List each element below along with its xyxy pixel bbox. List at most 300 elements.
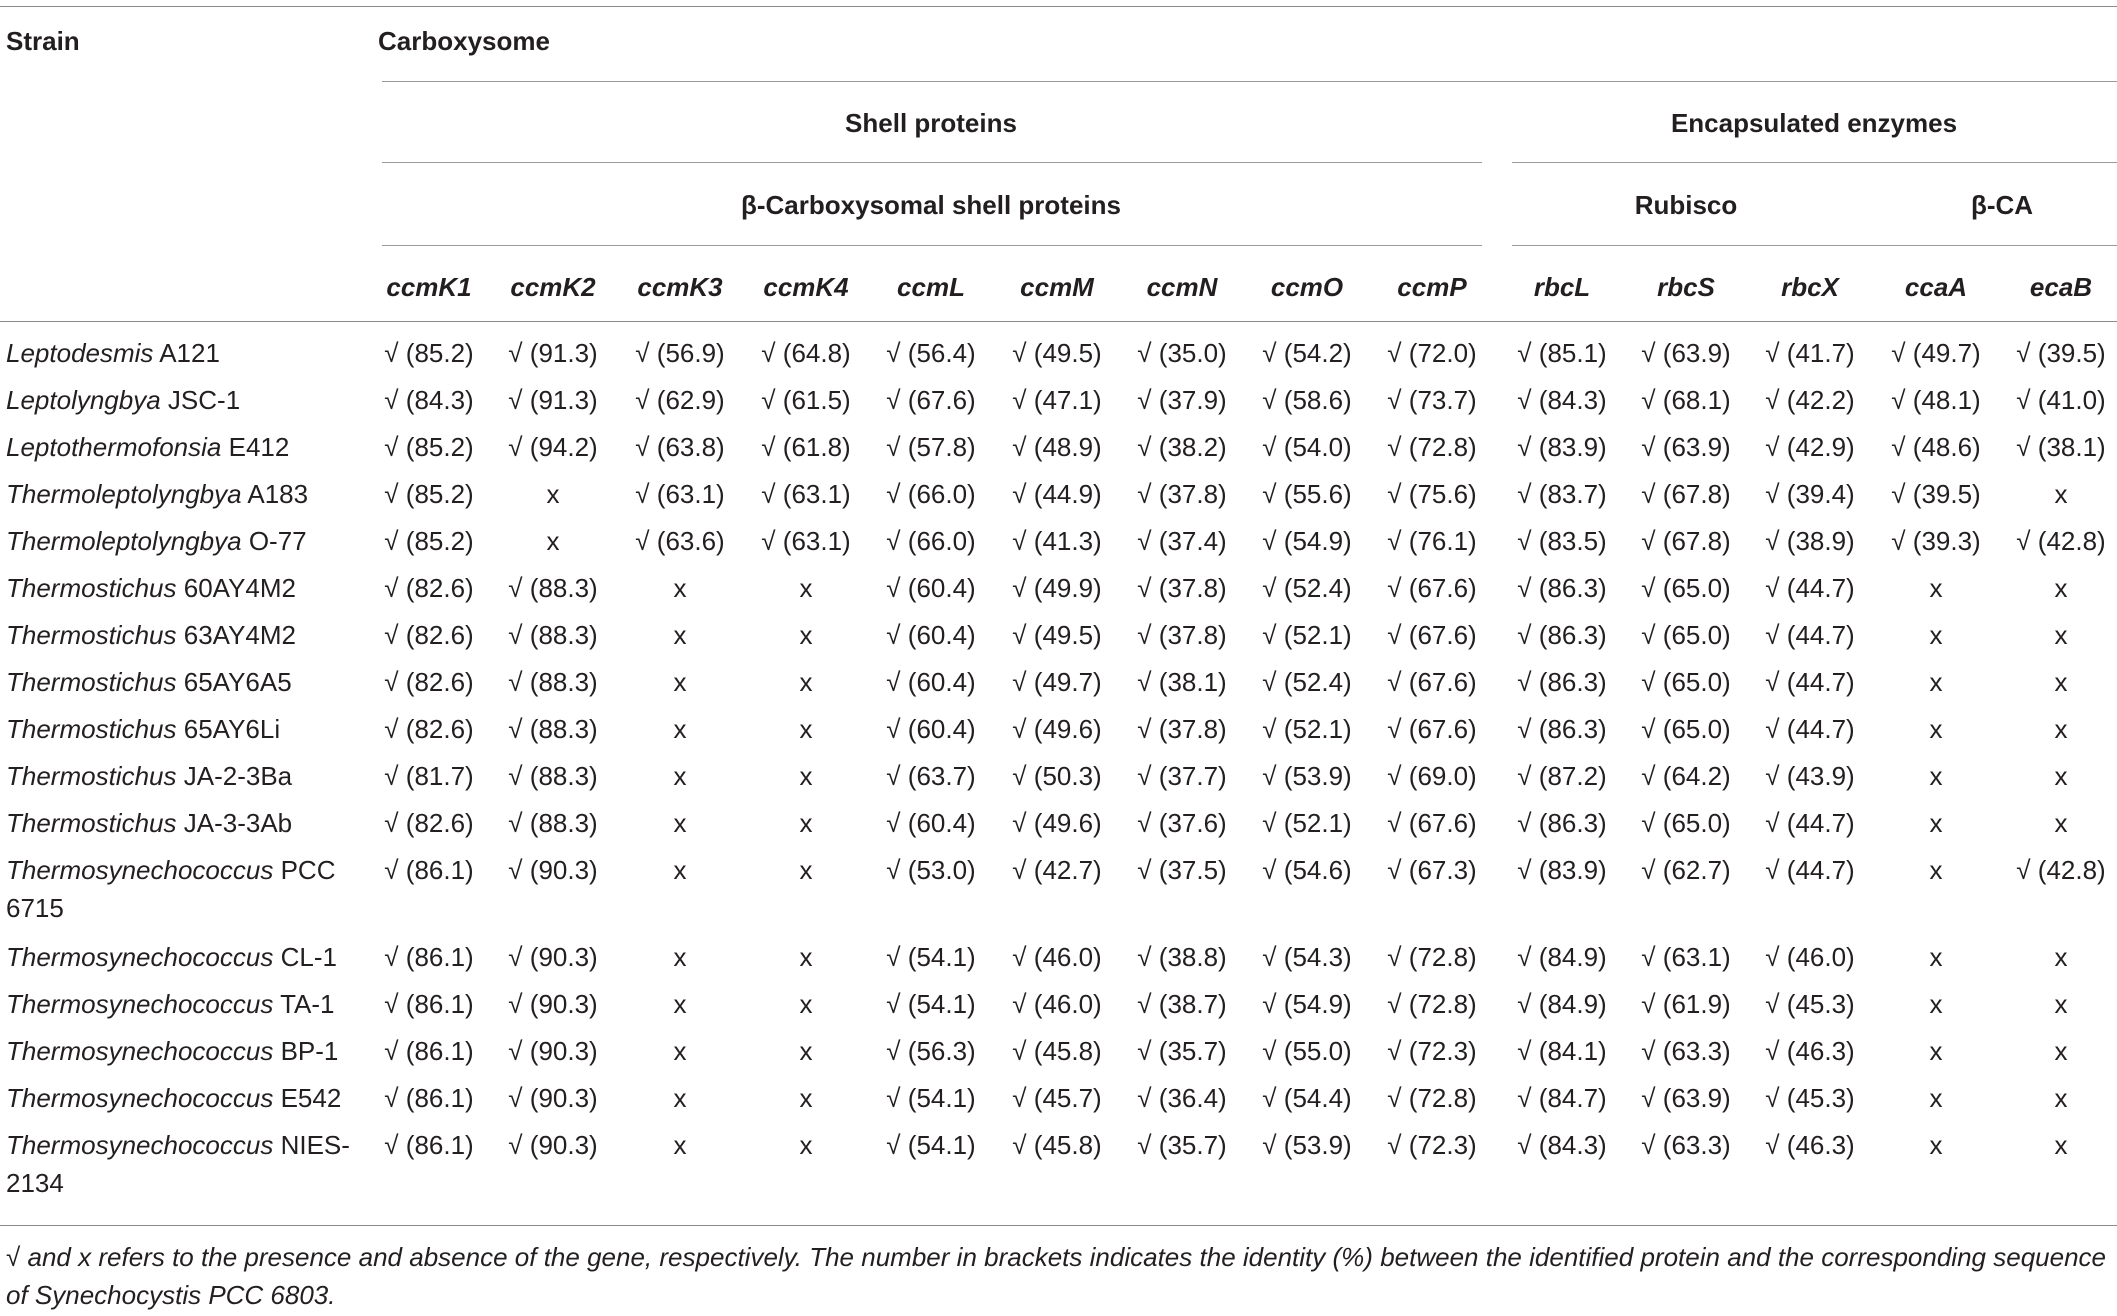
gene-cell-ccmO: √ (54.3) — [1262, 942, 1352, 972]
gene-cell-rbcS: √ (61.9) — [1641, 989, 1731, 1019]
gene-cell-ccmO: √ (54.0) — [1262, 432, 1352, 462]
gene-cell-ccmK1: √ (81.7) — [384, 761, 474, 791]
strain-id: 65AY6Li — [183, 714, 281, 744]
table-row — [0, 569, 2117, 616]
gene-cell-rbcL: √ (83.5) — [1517, 526, 1607, 556]
gene-cell-ccmK1: √ (86.1) — [384, 1083, 474, 1113]
gene-cell-ccmO: √ (54.9) — [1262, 989, 1352, 1019]
gene-cell-ccmL: √ (56.4) — [886, 338, 976, 368]
gene-cell-ccmK3: x — [673, 1083, 687, 1113]
gene-cell-ccaA: x — [1929, 942, 1943, 972]
gene-cell-ccaA: x — [1929, 808, 1943, 838]
gene-cell-ccmK2: √ (90.3) — [508, 942, 598, 972]
strain-header: Strain — [6, 26, 80, 56]
gene-cell-ccmK2: √ (91.3) — [508, 338, 598, 368]
carboxysome-header: Carboxysome — [378, 26, 550, 56]
gene-cell-ccmN: √ (37.8) — [1137, 479, 1227, 509]
strain-name — [6, 1126, 366, 1202]
gene-cell-ccmK1: √ (82.6) — [384, 667, 474, 697]
gene-cell-ccmO: √ (52.4) — [1262, 667, 1352, 697]
table-body — [0, 334, 2117, 1213]
strain-genus: Thermosynechococcus — [6, 1130, 274, 1160]
gene-cell-ccmK2: √ (91.3) — [508, 385, 598, 415]
strain-genus: Thermoleptolyngbya — [6, 526, 242, 556]
gene-cell-ccmK1: √ (82.6) — [384, 620, 474, 650]
gene-cell-ccmK1: √ (86.1) — [384, 1130, 474, 1160]
gene-cell-rbcL: √ (83.9) — [1517, 432, 1607, 462]
gene-cell-ccmO: √ (52.1) — [1262, 714, 1352, 744]
strain-genus: Thermosynechococcus — [6, 1036, 274, 1066]
gene-cell-ccmK3: x — [673, 761, 687, 791]
gene-header-ccmK2: ccmK2 — [510, 272, 596, 302]
shell-proteins-rule — [382, 162, 1482, 163]
strain-id: JA-2-3Ba — [183, 761, 293, 791]
gene-cell-ccmN: √ (37.5) — [1137, 855, 1227, 885]
gene-cell-ccmN: √ (35.0) — [1137, 338, 1227, 368]
gene-header-rbcL: rbcL — [1533, 272, 1591, 302]
gene-cell-ccaA: √ (48.1) — [1891, 385, 1981, 415]
strain-genus: Leptodesmis — [6, 338, 154, 368]
gene-cell-ccmO: √ (52.4) — [1262, 573, 1352, 603]
gene-cell-ccaA: √ (48.6) — [1891, 432, 1981, 462]
gene-cell-ccmK2: √ (88.3) — [508, 620, 598, 650]
gene-cell-ccmL: √ (63.7) — [886, 761, 976, 791]
gene-cell-ccaA: √ (39.3) — [1891, 526, 1981, 556]
strain-genus: Thermostichus — [6, 573, 177, 603]
gene-cell-ccmP: √ (72.3) — [1387, 1130, 1477, 1160]
gene-cell-ccmK1: √ (85.2) — [384, 432, 474, 462]
gene-cell-rbcX: √ (44.7) — [1765, 573, 1855, 603]
table-row — [0, 522, 2117, 569]
gene-cell-ccmP: √ (75.6) — [1387, 479, 1477, 509]
gene-cell-ccmN: √ (37.7) — [1137, 761, 1227, 791]
gene-cell-ccmM: √ (45.7) — [1012, 1083, 1102, 1113]
gene-cell-ecaB: x — [2054, 1036, 2068, 1066]
strain-id: A121 — [159, 338, 220, 368]
strain-id: JSC-1 — [167, 385, 241, 415]
gene-cell-ccmK4: x — [799, 855, 813, 885]
gene-cell-ecaB: √ (42.8) — [2016, 526, 2106, 556]
gene-cell-ccmO: √ (52.1) — [1262, 620, 1352, 650]
gene-cell-ecaB: √ (38.1) — [2016, 432, 2106, 462]
gene-cell-ccmP: √ (72.8) — [1387, 1083, 1477, 1113]
strain-id: 60AY4M2 — [183, 573, 296, 603]
strain-name — [6, 428, 366, 466]
gene-cell-ccmK3: x — [673, 942, 687, 972]
gene-cell-ecaB: x — [2054, 479, 2068, 509]
table-row — [0, 1079, 2117, 1126]
encapsulated-enzymes-header: Encapsulated enzymes — [1670, 108, 1958, 138]
table-row — [0, 663, 2117, 710]
gene-cell-ccmL: √ (57.8) — [886, 432, 976, 462]
gene-cell-ccmK4: √ (64.8) — [761, 338, 851, 368]
gene-cell-rbcX: √ (38.9) — [1765, 526, 1855, 556]
gene-header-ccmK1: ccmK1 — [386, 272, 472, 302]
gene-cell-rbcL: √ (84.9) — [1517, 989, 1607, 1019]
gene-cell-ccmK1: √ (84.3) — [384, 385, 474, 415]
gene-cell-rbcL: √ (86.3) — [1517, 573, 1607, 603]
gene-cell-ccmK2: √ (88.3) — [508, 808, 598, 838]
gene-cell-ccmO: √ (55.0) — [1262, 1036, 1352, 1066]
gene-cell-ccmN: √ (35.7) — [1137, 1036, 1227, 1066]
gene-cell-rbcS: √ (65.0) — [1641, 620, 1731, 650]
gene-cell-ecaB: √ (42.8) — [2016, 855, 2106, 885]
gene-header-ccmL: ccmL — [897, 272, 965, 302]
gene-cell-ccmM: √ (49.9) — [1012, 573, 1102, 603]
strain-genus: Thermosynechococcus — [6, 942, 274, 972]
gene-cell-ccmK4: √ (63.1) — [761, 526, 851, 556]
strain-name — [6, 851, 366, 927]
gene-cell-ccmM: √ (49.6) — [1012, 714, 1102, 744]
gene-cell-ccmP: √ (72.8) — [1387, 432, 1477, 462]
gene-cell-ecaB: x — [2054, 573, 2068, 603]
strain-name — [6, 616, 366, 654]
gene-cell-rbcL: √ (85.1) — [1517, 338, 1607, 368]
table-row — [0, 710, 2117, 757]
gene-cell-ccmO: √ (53.9) — [1262, 1130, 1352, 1160]
gene-cell-ccmL: √ (53.0) — [886, 855, 976, 885]
gene-cell-ccmM: √ (49.7) — [1012, 667, 1102, 697]
strain-id: 65AY6A5 — [183, 667, 292, 697]
gene-cell-ccmK3: x — [673, 620, 687, 650]
gene-cell-ccmP: √ (67.6) — [1387, 573, 1477, 603]
strain-genus: Thermoleptolyngbya — [6, 479, 242, 509]
gene-cell-rbcL: √ (83.9) — [1517, 855, 1607, 885]
strain-genus: Thermosynechococcus — [6, 989, 274, 1019]
gene-cell-ccaA: x — [1929, 761, 1943, 791]
gene-cell-ccmO: √ (54.9) — [1262, 526, 1352, 556]
gene-cell-ccaA: x — [1929, 1036, 1943, 1066]
gene-cell-ccmP: √ (72.0) — [1387, 338, 1477, 368]
gene-cell-ccmK4: x — [799, 808, 813, 838]
gene-cell-ccmK1: √ (82.6) — [384, 808, 474, 838]
gene-cell-ccmK4: x — [799, 1130, 813, 1160]
gene-cell-ccmK4: x — [799, 1036, 813, 1066]
gene-cell-ccmM: √ (50.3) — [1012, 761, 1102, 791]
gene-header-ccaA: ccaA — [1904, 272, 1968, 302]
gene-cell-ccmM: √ (45.8) — [1012, 1130, 1102, 1160]
gene-cell-ccmN: √ (36.4) — [1137, 1083, 1227, 1113]
gene-cell-ccmK4: √ (63.1) — [761, 479, 851, 509]
strain-id: E412 — [228, 432, 290, 462]
gene-cell-ccmP: √ (69.0) — [1387, 761, 1477, 791]
gene-cell-rbcX: √ (44.7) — [1765, 714, 1855, 744]
strain-genus: Thermosynechococcus — [6, 855, 274, 885]
gene-cell-ccmP: √ (67.6) — [1387, 667, 1477, 697]
gene-cell-ccmP: √ (67.3) — [1387, 855, 1477, 885]
gene-cell-rbcL: √ (84.3) — [1517, 385, 1607, 415]
gene-cell-ccmM: √ (48.9) — [1012, 432, 1102, 462]
gene-cell-ccmM: √ (47.1) — [1012, 385, 1102, 415]
gene-cell-rbcX: √ (44.7) — [1765, 808, 1855, 838]
gene-cell-ccmK1: √ (86.1) — [384, 855, 474, 885]
strain-name — [6, 663, 366, 701]
gene-cell-ccaA: x — [1929, 667, 1943, 697]
strain-name — [6, 985, 366, 1023]
gene-cell-ccmN: √ (38.8) — [1137, 942, 1227, 972]
carboxysome-rule — [382, 81, 2117, 82]
gene-cell-rbcL: √ (84.9) — [1517, 942, 1607, 972]
gene-cell-rbcS: √ (63.9) — [1641, 1083, 1731, 1113]
gene-cell-ccmK1: √ (82.6) — [384, 714, 474, 744]
gene-cell-rbcL: √ (86.3) — [1517, 620, 1607, 650]
gene-cell-ccmL: √ (60.4) — [886, 620, 976, 650]
gene-cell-rbcS: √ (62.7) — [1641, 855, 1731, 885]
gene-cell-rbcS: √ (65.0) — [1641, 667, 1731, 697]
gene-cell-ccmK1: √ (85.2) — [384, 338, 474, 368]
gene-cell-ccmO: √ (54.6) — [1262, 855, 1352, 885]
strain-genus: Leptothermofonsia — [6, 432, 222, 462]
gene-cell-ccmM: √ (46.0) — [1012, 989, 1102, 1019]
gene-cell-ccmK3: x — [673, 808, 687, 838]
gene-cell-ccmK2: √ (94.2) — [508, 432, 598, 462]
gene-cell-ccmK2: √ (88.3) — [508, 573, 598, 603]
gene-cell-rbcL: √ (84.7) — [1517, 1083, 1607, 1113]
gene-cell-ccmL: √ (60.4) — [886, 808, 976, 838]
gene-cell-rbcL: √ (83.7) — [1517, 479, 1607, 509]
gene-cell-ccmK2: √ (90.3) — [508, 1036, 598, 1066]
gene-cell-ccmL: √ (60.4) — [886, 714, 976, 744]
gene-cell-ccmK4: x — [799, 573, 813, 603]
gene-cell-rbcS: √ (63.3) — [1641, 1036, 1731, 1066]
strain-name — [6, 475, 366, 513]
gene-cell-rbcS: √ (65.0) — [1641, 573, 1731, 603]
gene-cell-ccmL: √ (66.0) — [886, 526, 976, 556]
gene-cell-ccmK3: √ (63.1) — [635, 479, 725, 509]
strain-id: O-77 — [248, 526, 307, 556]
gene-cell-ecaB: x — [2054, 620, 2068, 650]
gene-cell-ccmK1: √ (86.1) — [384, 1036, 474, 1066]
gene-cell-ccmK2: x — [546, 526, 560, 556]
gene-cell-ccmN: √ (37.6) — [1137, 808, 1227, 838]
table-top-rule — [0, 6, 2117, 7]
gene-cell-ccmM: √ (44.9) — [1012, 479, 1102, 509]
gene-cell-rbcL: √ (86.3) — [1517, 667, 1607, 697]
gene-cell-rbcS: √ (64.2) — [1641, 761, 1731, 791]
strain-name — [6, 1032, 366, 1070]
strain-name — [6, 710, 366, 748]
strain-name — [6, 522, 366, 560]
gene-cell-ccmO: √ (52.1) — [1262, 808, 1352, 838]
gene-header-ecaB: ecaB — [2029, 272, 2093, 302]
gene-cell-ccmK4: x — [799, 761, 813, 791]
gene-cell-ccaA: x — [1929, 989, 1943, 1019]
table-row — [0, 851, 2117, 938]
gene-cell-ccmK2: √ (90.3) — [508, 1130, 598, 1160]
gene-cell-ccmN: √ (37.8) — [1137, 620, 1227, 650]
gene-cell-ccmP: √ (67.6) — [1387, 714, 1477, 744]
gene-cell-ecaB: x — [2054, 1130, 2068, 1160]
gene-cell-ccmK4: x — [799, 942, 813, 972]
gene-cell-ecaB: x — [2054, 989, 2068, 1019]
enzyme-subgroup-rule — [1512, 245, 2117, 246]
gene-cell-ccmK2: √ (88.3) — [508, 667, 598, 697]
gene-cell-ecaB: x — [2054, 714, 2068, 744]
gene-cell-rbcX: √ (42.2) — [1765, 385, 1855, 415]
gene-cell-ccmP: √ (67.6) — [1387, 808, 1477, 838]
table-row — [0, 334, 2117, 381]
gene-cell-ccmK2: √ (90.3) — [508, 989, 598, 1019]
gene-header-ccmN: ccmN — [1146, 272, 1218, 302]
gene-cell-rbcX: √ (41.7) — [1765, 338, 1855, 368]
table-row — [0, 938, 2117, 985]
gene-cell-ccmO: √ (55.6) — [1262, 479, 1352, 509]
strain-genus: Thermostichus — [6, 620, 177, 650]
gene-cell-ccmM: √ (49.5) — [1012, 620, 1102, 650]
gene-cell-rbcX: √ (43.9) — [1765, 761, 1855, 791]
gene-header-ccmK4: ccmK4 — [763, 272, 849, 302]
beta-ca-header: β-CA — [1970, 190, 2034, 220]
gene-cell-ccmK3: x — [673, 667, 687, 697]
gene-cell-rbcS: √ (67.8) — [1641, 526, 1731, 556]
strain-name — [6, 938, 366, 976]
gene-cell-rbcS: √ (63.9) — [1641, 338, 1731, 368]
gene-cell-rbcX: √ (45.3) — [1765, 989, 1855, 1019]
gene-cell-ccmK1: √ (85.2) — [384, 479, 474, 509]
strain-id: E542 — [280, 1083, 342, 1113]
gene-cell-rbcX: √ (46.3) — [1765, 1036, 1855, 1066]
table-row — [0, 757, 2117, 804]
gene-cell-ccmP: √ (73.7) — [1387, 385, 1477, 415]
rubisco-header: Rubisco — [1634, 190, 1738, 220]
gene-cell-ccmL: √ (54.1) — [886, 942, 976, 972]
table-row — [0, 475, 2117, 522]
table-row — [0, 428, 2117, 475]
table-footnote: √ and x refers to the presence and absence of the gene, respectively. The number in brackets indicates the identity (%) between the identified protein and the corresponding sequence of Synechocystis PCC 6803. — [6, 1242, 2106, 1310]
gene-cell-ccmM: √ (46.0) — [1012, 942, 1102, 972]
strain-id: TA-1 — [280, 989, 335, 1019]
gene-header-rbcS: rbcS — [1657, 272, 1715, 302]
gene-cell-ccmK4: √ (61.8) — [761, 432, 851, 462]
gene-header-rbcX: rbcX — [1781, 272, 1839, 302]
gene-cell-ccmK4: x — [799, 989, 813, 1019]
strain-id: CL-1 — [280, 942, 337, 972]
strain-id: A183 — [247, 479, 309, 509]
gene-cell-rbcS: √ (65.0) — [1641, 808, 1731, 838]
gene-cell-ccmL: √ (60.4) — [886, 573, 976, 603]
table-row — [0, 381, 2117, 428]
strain-id: 63AY4M2 — [183, 620, 296, 650]
gene-cell-ccmK1: √ (82.6) — [384, 573, 474, 603]
gene-cell-ccmK3: √ (62.9) — [635, 385, 725, 415]
gene-cell-ccmN: √ (37.4) — [1137, 526, 1227, 556]
gene-cell-ecaB: √ (41.0) — [2016, 385, 2106, 415]
gene-cell-ccmM: √ (42.7) — [1012, 855, 1102, 885]
gene-cell-rbcL: √ (86.3) — [1517, 808, 1607, 838]
strain-name — [6, 804, 366, 842]
gene-cell-ccaA: x — [1929, 573, 1943, 603]
gene-cell-ccmL: √ (60.4) — [886, 667, 976, 697]
gene-cell-ccmN: √ (37.9) — [1137, 385, 1227, 415]
gene-cell-rbcS: √ (65.0) — [1641, 714, 1731, 744]
strain-genus: Leptolyngbya — [6, 385, 161, 415]
header-bottom-rule — [0, 321, 2117, 322]
gene-cell-ccmO: √ (53.9) — [1262, 761, 1352, 791]
gene-cell-ccmK1: √ (86.1) — [384, 989, 474, 1019]
gene-cell-ccaA: x — [1929, 620, 1943, 650]
beta-shell-header: β-Carboxysomal shell proteins — [741, 190, 1121, 220]
gene-cell-ccmK2: √ (90.3) — [508, 1083, 598, 1113]
gene-cell-ccmK4: x — [799, 714, 813, 744]
strain-id: PCC 6715 — [6, 855, 336, 923]
gene-cell-ecaB: √ (39.5) — [2016, 338, 2106, 368]
gene-cell-rbcS: √ (67.8) — [1641, 479, 1731, 509]
gene-cell-ecaB: x — [2054, 761, 2068, 791]
gene-cell-ccmL: √ (54.1) — [886, 1130, 976, 1160]
gene-cell-ccmL: √ (67.6) — [886, 385, 976, 415]
table-row — [0, 616, 2117, 663]
gene-cell-ccmK3: x — [673, 855, 687, 885]
table-row — [0, 804, 2117, 851]
gene-cell-ccaA: x — [1929, 1083, 1943, 1113]
gene-cell-ccmK4: √ (61.5) — [761, 385, 851, 415]
gene-cell-ecaB: x — [2054, 1083, 2068, 1113]
gene-cell-ccmP: √ (67.6) — [1387, 620, 1477, 650]
gene-cell-ccmK4: x — [799, 1083, 813, 1113]
gene-cell-ccmK2: x — [546, 479, 560, 509]
strain-name — [6, 757, 366, 795]
strain-id: JA-3-3Ab — [183, 808, 293, 838]
gene-cell-rbcX: √ (46.3) — [1765, 1130, 1855, 1160]
gene-cell-ecaB: x — [2054, 942, 2068, 972]
beta-shell-rule — [382, 245, 1482, 246]
gene-cell-ccmK2: √ (88.3) — [508, 761, 598, 791]
gene-cell-ccmN: √ (37.8) — [1137, 714, 1227, 744]
gene-cell-ccmL: √ (56.3) — [886, 1036, 976, 1066]
strain-genus: Thermosynechococcus — [6, 1083, 274, 1113]
gene-cell-ccmM: √ (49.6) — [1012, 808, 1102, 838]
gene-cell-rbcX: √ (39.4) — [1765, 479, 1855, 509]
strain-genus: Thermostichus — [6, 714, 177, 744]
gene-cell-ccmK3: x — [673, 1130, 687, 1160]
gene-cell-rbcX: √ (44.7) — [1765, 620, 1855, 650]
gene-cell-rbcL: √ (86.3) — [1517, 714, 1607, 744]
gene-cell-ccaA: x — [1929, 714, 1943, 744]
gene-cell-rbcX: √ (46.0) — [1765, 942, 1855, 972]
gene-cell-rbcS: √ (68.1) — [1641, 385, 1731, 415]
gene-cell-ccmK4: x — [799, 667, 813, 697]
gene-cell-rbcX: √ (44.7) — [1765, 667, 1855, 697]
gene-cell-ccmP: √ (72.3) — [1387, 1036, 1477, 1066]
strain-genus: Thermostichus — [6, 667, 177, 697]
table-row — [0, 1032, 2117, 1079]
gene-cell-rbcX: √ (45.3) — [1765, 1083, 1855, 1113]
gene-cell-rbcL: √ (87.2) — [1517, 761, 1607, 791]
gene-cell-ccmO: √ (54.2) — [1262, 338, 1352, 368]
strain-name — [6, 1079, 366, 1117]
gene-cell-ccmL: √ (54.1) — [886, 1083, 976, 1113]
gene-cell-ccmK3: √ (63.6) — [635, 526, 725, 556]
gene-cell-ccmP: √ (72.8) — [1387, 942, 1477, 972]
gene-cell-ccmM: √ (41.3) — [1012, 526, 1102, 556]
table-bottom-rule — [0, 1225, 2117, 1226]
gene-cell-ccaA: x — [1929, 1130, 1943, 1160]
gene-header-ccmK3: ccmK3 — [637, 272, 723, 302]
encapsulated-enzymes-rule — [1512, 162, 2117, 163]
gene-cell-rbcS: √ (63.9) — [1641, 432, 1731, 462]
gene-cell-ccmK3: x — [673, 573, 687, 603]
gene-cell-ccmL: √ (54.1) — [886, 989, 976, 1019]
gene-cell-rbcX: √ (44.7) — [1765, 855, 1855, 885]
gene-cell-ccmN: √ (35.7) — [1137, 1130, 1227, 1160]
gene-cell-ccmK3: x — [673, 1036, 687, 1066]
gene-header-ccmP: ccmP — [1397, 272, 1467, 302]
gene-cell-ccmK3: x — [673, 989, 687, 1019]
gene-cell-rbcS: √ (63.1) — [1641, 942, 1731, 972]
strain-name — [6, 334, 366, 372]
gene-cell-ccaA: √ (49.7) — [1891, 338, 1981, 368]
table-row — [0, 1126, 2117, 1213]
